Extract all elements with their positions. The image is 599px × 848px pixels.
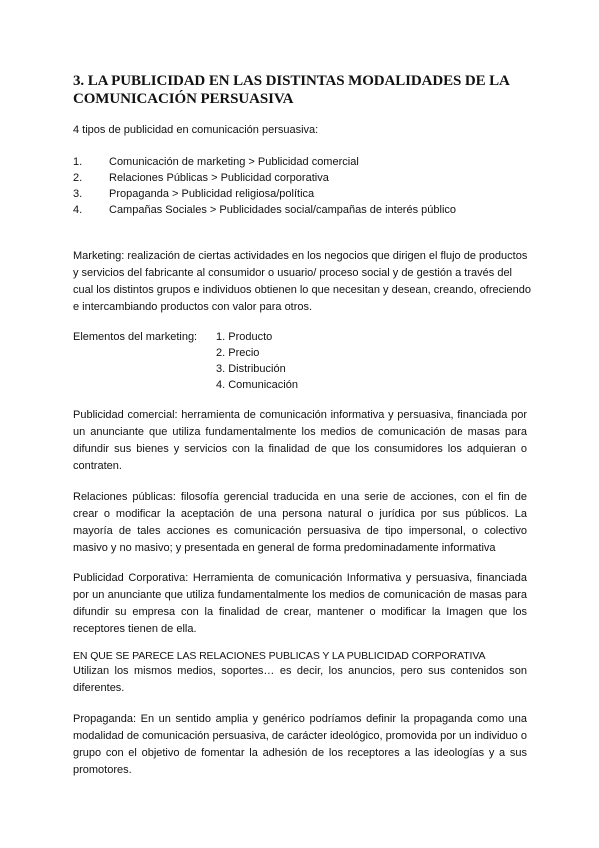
list-text: Relaciones Públicas > Publicidad corporativa: [109, 172, 329, 184]
marketing-elements-list: [216, 329, 298, 393]
intro-text: 4 tipos de publicidad en comunicación persuasiva:: [73, 124, 319, 136]
list-number: 4.: [73, 204, 83, 216]
propaganda-paragraph: Propaganda: En un sentido amplia y genérico podríamos definir la propaganda como una modalidad de comunicación persuasiva, de carácter ideológico, promovida por un individuo o grupo con el objetivo de fomentar la adhesión de los receptores a las ideologías y a sus promotores.: [73, 713, 527, 776]
list-number: 3.: [73, 188, 83, 200]
list-text: Propaganda > Publicidad religiosa/política: [109, 188, 315, 200]
section-title: 3. LA PUBLICIDAD EN LAS DISTINTAS MODALIDADES DE LA COMUNICACIÓN PERSUASIVA: [73, 73, 509, 107]
list-item: [73, 154, 456, 170]
relaciones-publicas-paragraph: Relaciones públicas: filosofía gerencial traducida en una serie de acciones, con el fin de crear o modificar la aceptación de una persona natural o jurídica por sus públicos. La mayoría de tales acciones es comunicación persuasiva de tipo impersonal, o colectivo masivo y no masivo; y presentada en general de forma predominadamente informativa: [73, 491, 527, 554]
marketing-elements-label: Elementos del marketing:: [73, 331, 198, 343]
marketing-paragraph: Marketing: realización de ciertas actividades en los negocios que dirigen el flujo de productos y servicios del fabricante al consumidor o usuario/ proceso social y de gestión a través del cual los distintos grupos e individuos obtienen lo que necesitan y desean, creando, ofreciendo e intercambiando productos con valor para otros.: [73, 250, 532, 313]
list-item: [73, 170, 456, 186]
list-item: [73, 202, 456, 218]
list-item: 3. Distribución: [216, 363, 286, 375]
list-item: 2. Precio: [216, 347, 260, 359]
comparison-paragraph: Utilizan los mismos medios, soportes… es decir, los anuncios, pero sus contenidos son diferentes.: [73, 665, 527, 694]
list-number: 2.: [73, 172, 83, 184]
list-text: Campañas Sociales > Publicidades social/campañas de interés público: [109, 204, 457, 216]
comparison-heading: EN QUE SE PARECE LAS RELACIONES PUBLICAS Y LA PUBLICIDAD CORPORATIVA: [73, 650, 486, 662]
list-number: 1.: [73, 156, 83, 168]
list-text: Comunicación de marketing > Publicidad comercial: [109, 156, 359, 168]
publicity-types-list: [73, 154, 456, 218]
publicidad-comercial-paragraph: Publicidad comercial: herramienta de comunicación informativa y persuasiva, financiada por un anunciante que utiliza fundamentalmente los medios de comunicación de masas para difundir sus bienes y servicios con la finalidad de que los consumidores los adquieran o contraten.: [73, 409, 527, 472]
list-item: 1. Producto: [216, 331, 273, 343]
list-item: 4. Comunicación: [216, 379, 298, 391]
list-item: [73, 186, 456, 202]
publicidad-corporativa-paragraph: Publicidad Corporativa: Herramienta de comunicación Informativa y persuasiva, financiada por un anunciante que utiliza fundamentalmente los medios de comunicación de masas para difundir su empresa con la finalidad de crear, mantener o modificar la Imagen que los receptores tienen de ella.: [73, 572, 527, 635]
